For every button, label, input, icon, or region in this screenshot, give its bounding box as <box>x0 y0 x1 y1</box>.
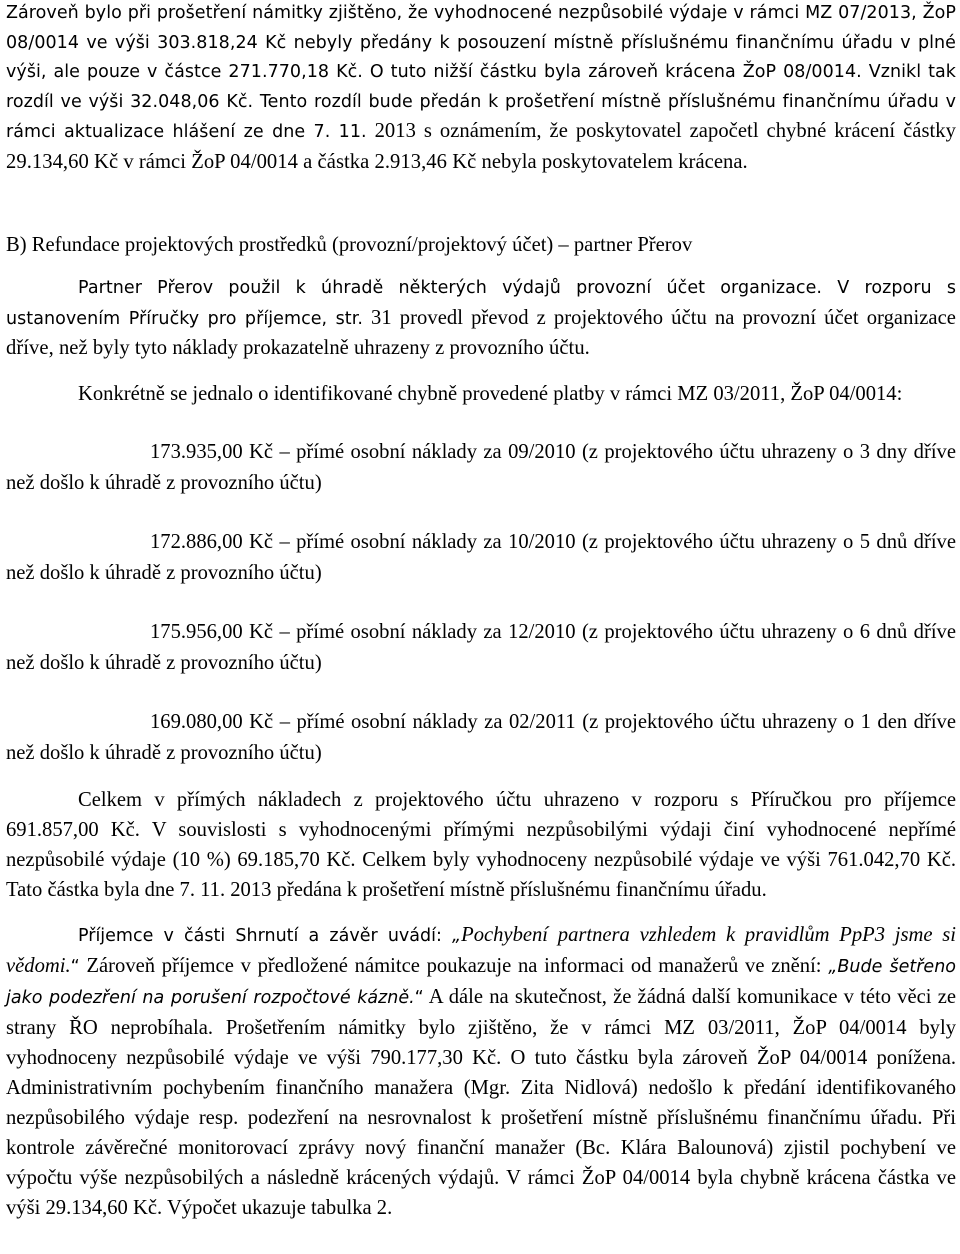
quote-open-mark: „ <box>828 957 838 977</box>
paragraph-identified-payments: Konkrétně se jednalo o identifikované chybně provedené platby v rámci MZ 03/2011, ŽoP 04/0014: <box>78 382 903 405</box>
quote-budget-discipline: Bude šetřeno jako podezření na porušení rozpočtové kázně. <box>6 957 956 1008</box>
section-heading-b: B) Refundace projektových prostředků (provozní/projektový účet) – partner Přerov <box>6 234 693 256</box>
quote-partner-error: Pochybení partnera vzhledem k pravidlům PpP3 jsme si vědomi. <box>6 924 956 977</box>
quote-open-mark: „ <box>452 926 462 946</box>
paragraph-recipient-summary <box>6 920 956 1223</box>
payment-item: 175.956,00 Kč – přímé osobní náklady za 12/2010 (z projektového účtu uhrazeny o 6 dnů dříve než došlo k úhradě z provozního účtu) <box>6 621 956 674</box>
paragraph-objection-findings <box>6 0 956 178</box>
payment-list <box>6 437 956 769</box>
paragraph-total-direct-costs: Celkem v přímých nákladech z projektového účtu uhrazeno v rozporu s Příručkou pro příjemce 691.857,00 Kč. V souvislosti s vyhodnocenými přímými nezpůsobilými výdaji činí vyhodnocené nepřímé nezpůsobilé výdaje (10 %) 69.185,70 Kč. Celkem byly vyhodnoceny nezpůsobilé výdaje ve výši 761.042,70 Kč. Tato částka byla dne 7. 11. 2013 předána k prošetření místně příslušnému finančnímu úřadu. <box>6 789 956 901</box>
summary-intro: Příjemce v části Shrnutí a závěr uvádí: <box>78 926 453 946</box>
paragraph-partner-prerov <box>6 274 956 365</box>
paragraph-partner-prerov-part-b: 31 provedl převod z projektového účtu na provozní účet organizace dříve, než byly tyto náklady prokazatelně uhrazeny z provozního účtu. <box>6 306 956 359</box>
paragraph-partner-prerov-part-a: Partner Přerov použil k úhradě některých výdajů provozní účet organizace. V rozporu s ustanovením Příručky pro příjemce, str. <box>6 278 956 329</box>
payment-item: 172.886,00 Kč – přímé osobní náklady za 10/2010 (z projektového účtu uhrazeny o 5 dnů dříve než došlo k úhradě z provozního účtu) <box>6 531 956 584</box>
summary-middle: Zároveň příjemce v předložené námitce poukazuje na informaci od manažerů ve znění: <box>79 955 829 977</box>
quote-close-mark: “ <box>414 988 424 1008</box>
summary-conclusion: A dále na skutečnost, že žádná další komunikace v této věci ze strany ŘO neprobíhala. Prošetřením námitky bylo zjištěno, že v rámci MZ 03/2011, ŽoP 04/0014 byly vyhodnoceny nezpůsobilé výdaje ve výši 790.177,30 Kč. O tuto částku byla zároveň ŽoP 04/0014 ponížena. Administrativním pochybením finančního manažera (Mgr. Zita Nidlová) nedošlo k předání identifikovaného nezpůsobilého výdaje resp. podezření na nesrovnalost k prošetření místně příslušnému finančnímu úřadu. Při kontrole závěrečné monitorovací zprávy nový finanční manažer (Bc. Klára Balounová) zjistil pochybení ve výpočtu výše nezpůsobilých a následně krácených výdajů. V rámci ŽoP 04/0014 byla chybně krácena částka ve výši 29.134,60 Kč. Výpočet ukazuje tabulka 2. <box>6 986 956 1219</box>
payment-item: 169.080,00 Kč – přímé osobní náklady za 02/2011 (z projektového účtu uhrazeny o 1 den dříve než došlo k úhradě z provozního účtu) <box>6 711 956 764</box>
paragraph-objection-findings-part-b: 2013 s oznámením, že poskytovatel započetl chybné krácení částky 29.134,60 Kč v rámci ŽoP 04/0014 a částka 2.913,46 Kč nebyla poskytovatelem krácena. <box>6 120 956 173</box>
document-page <box>6 0 956 1223</box>
quote-close-mark: “ <box>70 957 80 977</box>
paragraph-objection-findings-part-a: Zároveň bylo při prošetření námitky zjištěno, že vyhodnocené nezpůsobilé výdaje v rámci MZ 07/2013, ŽoP 08/0014 ve výši 303.818,24 Kč nebyly předány k posouzení místně příslušnému finančnímu úřadu v plné výši, ale pouze v částce 271.770,18 Kč. O tuto nižší částku byla zároveň krácena ŽoP 08/0014. Vznikl tak rozdíl ve výši 32.048,06 Kč. Tento rozdíl bude předán k prošetření místně příslušnému finančnímu úřadu v rámci aktualizace hlášení ze dne 7. 11. <box>6 3 956 142</box>
payment-item: 173.935,00 Kč – přímé osobní náklady za 09/2010 (z projektového účtu uhrazeny o 3 dny dříve než došlo k úhradě z provozního účtu) <box>6 441 956 494</box>
